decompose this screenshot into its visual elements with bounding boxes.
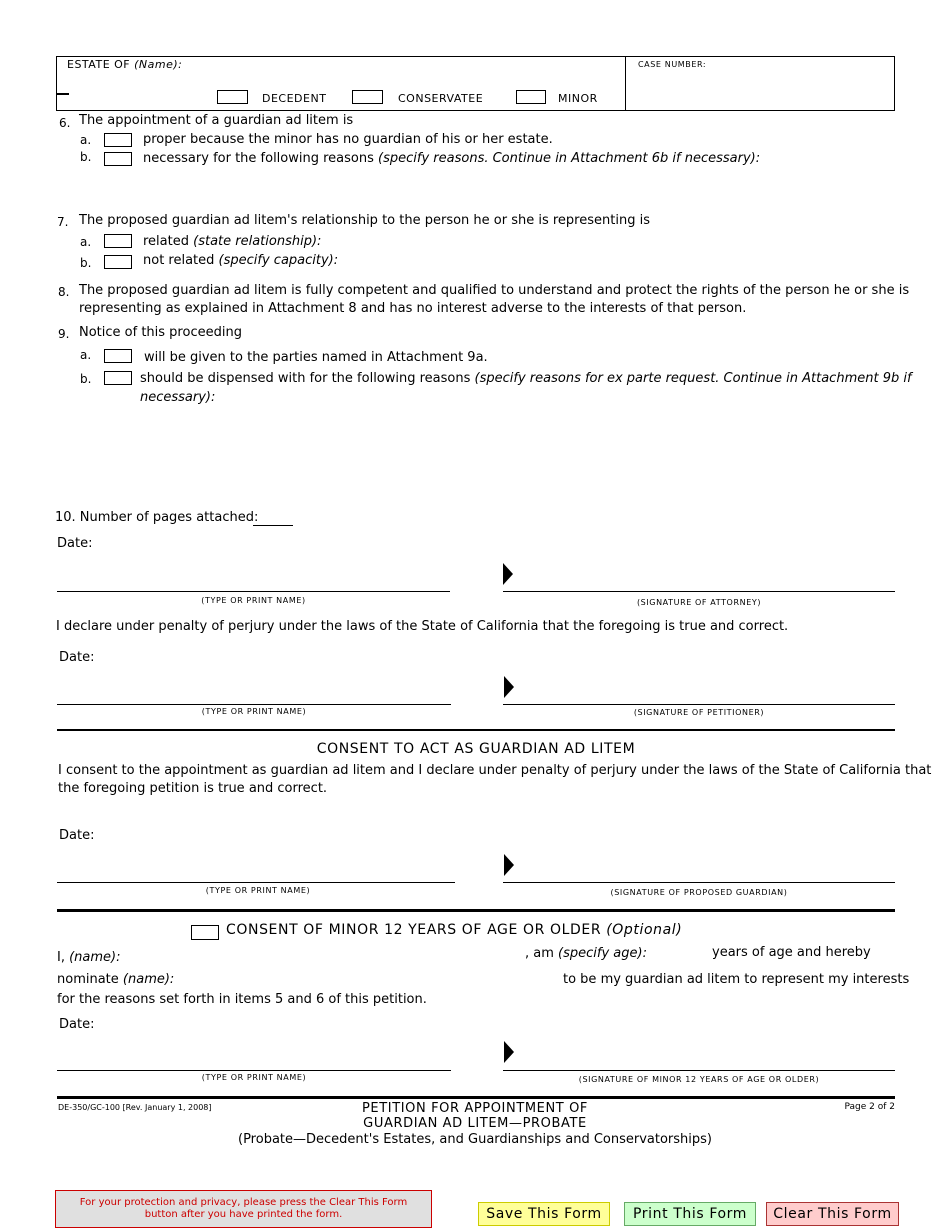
item6a-label: a.	[80, 133, 92, 147]
nominate-guardian-text: to be my guardian ad litem to represent my interests	[563, 972, 910, 987]
item7a-checkbox[interactable]	[104, 234, 132, 248]
section-divider	[57, 729, 895, 731]
minor-name-label: I, (name):	[57, 950, 121, 965]
item7b-label: b.	[80, 256, 92, 270]
petitioner-signature-caption: (SIGNATURE OF PETITIONER)	[633, 708, 765, 717]
item9a-text: will be given to the parties named in Attachment 9a.	[144, 350, 488, 365]
consent-line2: the foregoing petition is true and correct.	[58, 781, 328, 796]
item7a-label: a.	[80, 235, 92, 249]
conservatee-label: CONSERVATEE	[398, 92, 484, 105]
attorney-name-line[interactable]	[57, 591, 450, 592]
item10-text: 10. Number of pages attached:	[55, 510, 259, 525]
decedent-checkbox[interactable]	[217, 90, 248, 104]
sign-arrow-icon	[503, 563, 513, 585]
sign-arrow-icon	[504, 854, 514, 876]
item6b-label: b.	[80, 150, 92, 164]
petitioner-date-label: Date:	[59, 650, 95, 665]
privacy-note: For your protection and privacy, please press the Clear This Form button after you have printed the form.	[55, 1190, 432, 1228]
consent-date-label: Date:	[59, 828, 95, 843]
item7-text: The proposed guardian ad litem's relationship to the person he or she is representing is	[79, 213, 650, 228]
item6b-checkbox[interactable]	[104, 152, 132, 166]
item9b-label: b.	[80, 372, 92, 386]
decedent-label: DECEDENT	[262, 92, 327, 105]
item7b-text: not related (specify capacity):	[143, 253, 339, 268]
attorney-date-label: Date:	[57, 536, 93, 551]
header-tick	[56, 93, 69, 95]
minor-name-caption: (TYPE OR PRINT NAME)	[201, 1073, 307, 1082]
item8-line1: The proposed guardian ad litem is fully competent and qualified to understand and protect the rights of the person he or she is	[79, 283, 910, 298]
declaration-text: I declare under penalty of perjury under the laws of the State of California that the foregoing is true and correct.	[56, 619, 789, 634]
item9b-checkbox[interactable]	[104, 371, 132, 385]
reasons-text: for the reasons set forth in items 5 and 6 of this petition.	[57, 992, 427, 1007]
item9a-label: a.	[80, 348, 92, 362]
minor-signature-caption: (SIGNATURE OF MINOR 12 YEARS OF AGE OR OLDER)	[578, 1075, 820, 1084]
attorney-signature-line[interactable]	[503, 591, 895, 592]
petitioner-name-caption: (TYPE OR PRINT NAME)	[201, 707, 307, 716]
attorney-name-caption: (TYPE OR PRINT NAME)	[201, 596, 306, 605]
item6b-text: necessary for the following reasons (specify reasons. Continue in Attachment 6b if necessary):	[143, 151, 761, 166]
minor-checkbox[interactable]	[516, 90, 546, 104]
petitioner-name-line[interactable]	[57, 704, 451, 705]
minor-signature-line[interactable]	[503, 1070, 895, 1071]
item7-number: 7.	[57, 215, 69, 229]
minor-consent-checkbox[interactable]	[191, 925, 219, 940]
conservatee-checkbox[interactable]	[352, 90, 383, 104]
section-divider	[57, 909, 895, 912]
minor-age-label: , am (specify age):	[525, 946, 647, 961]
sign-arrow-icon	[504, 1041, 514, 1063]
item6a-checkbox[interactable]	[104, 133, 132, 147]
sign-arrow-icon	[504, 676, 514, 698]
footer-divider	[57, 1096, 895, 1099]
item8-number: 8.	[58, 285, 70, 299]
guardian-name-caption: (TYPE OR PRINT NAME)	[205, 886, 311, 895]
header-divider	[625, 56, 626, 111]
item9-number: 9.	[58, 327, 70, 341]
minor-date-label: Date:	[59, 1017, 95, 1032]
consent-line1: I consent to the appointment as guardian ad litem and I declare under penalty of perjury under the laws of the State of California that	[58, 763, 932, 778]
estate-label: ESTATE OF (Name):	[67, 58, 183, 71]
page-number: Page 2 of 2	[844, 1102, 895, 1112]
case-number-label: CASE NUMBER:	[638, 60, 707, 69]
item9b-text: should be dispensed with for the following reasons (specify reasons for ex parte request. Continue in Attachment 9b if	[140, 371, 912, 386]
save-form-button[interactable]: Save This Form	[478, 1202, 610, 1226]
footer-subtitle: (Probate—Decedent's Estates, and Guardianships and Conservatorships)	[238, 1132, 712, 1147]
item6-text: The appointment of a guardian ad litem is	[79, 113, 354, 128]
form-id: DE-350/GC-100 [Rev. January 1, 2008]	[58, 1103, 212, 1112]
item6-number: 6.	[59, 116, 71, 130]
print-form-button[interactable]: Print This Form	[624, 1202, 756, 1226]
minor-consent-title: CONSENT OF MINOR 12 YEARS OF AGE OR OLDER (Optional)	[226, 922, 683, 938]
consent-title: CONSENT TO ACT AS GUARDIAN AD LITEM	[316, 741, 636, 757]
item7b-checkbox[interactable]	[104, 255, 132, 269]
item6a-text: proper because the minor has no guardian of his or her estate.	[143, 132, 553, 147]
pages-attached-line[interactable]	[253, 525, 293, 526]
item7a-text: related (state relationship):	[143, 234, 322, 249]
guardian-signature-line[interactable]	[503, 882, 895, 883]
guardian-name-line[interactable]	[57, 882, 455, 883]
item8-line2: representing as explained in Attachment 8 and has no interest adverse to the interests of that person.	[79, 301, 747, 316]
footer-title: PETITION FOR APPOINTMENT OF GUARDIAN AD LITEM—PROBATE	[361, 1101, 588, 1131]
minor-years-text: years of age and hereby	[712, 945, 871, 960]
clear-form-button[interactable]: Clear This Form	[766, 1202, 899, 1226]
nominate-label: nominate (name):	[57, 972, 175, 987]
attorney-signature-caption: (SIGNATURE OF ATTORNEY)	[636, 598, 762, 607]
petitioner-signature-line[interactable]	[503, 704, 895, 705]
minor-label: MINOR	[558, 92, 598, 105]
item9-text: Notice of this proceeding	[79, 325, 242, 340]
guardian-signature-caption: (SIGNATURE OF PROPOSED GUARDIAN)	[610, 888, 788, 897]
item9b-hint-cont: necessary):	[140, 390, 216, 405]
item9a-checkbox[interactable]	[104, 349, 132, 363]
minor-name-line[interactable]	[57, 1070, 451, 1071]
